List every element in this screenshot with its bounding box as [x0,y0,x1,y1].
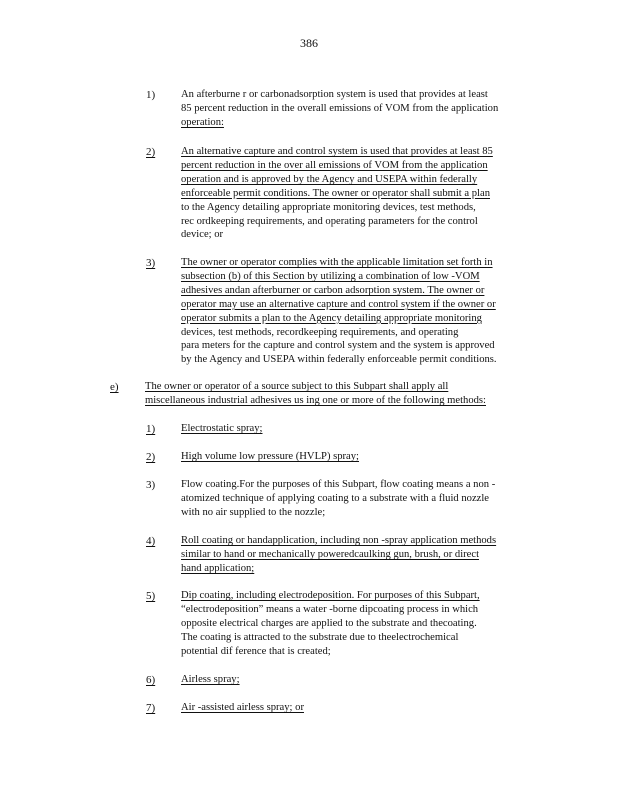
text-line: with no air supplied to the nozzle; [181,506,326,518]
text-line: subsection (b) of this Section by utilizing a combination of low -VOM [181,270,480,282]
item-number: 7) [146,702,156,714]
text-line: operation and is approved by the Agency and USEPA within federally [181,173,478,185]
text-line: adhesives andan afterburner or carbon adsorption system. The owner or [181,284,485,296]
item-text [181,534,496,576]
text-line: rec ordkeeping requirements, and operating parameters for the control [181,215,478,227]
text-line: similar to hand or mechanically poweredcaulking gun, brush, or direct [181,548,480,560]
item-text [181,256,497,367]
item-text [181,422,262,436]
text-line: miscellaneous industrial adhesives us ing one or more of the following methods: [145,394,486,406]
text-line: The owner or operator of a source subject to this Subpart shall apply all [145,381,449,392]
item-text [145,380,486,408]
text-line: An afterburne r or carbonadsorption system is used that provides at least [181,89,488,100]
item-text [181,88,498,130]
text-line: enforceable permit conditions. The owner or operator shall submit a plan [181,187,490,199]
item-text [181,701,304,715]
text-line: operation: [181,116,224,128]
item-number: 6) [146,674,156,686]
text-line: Dip coating, including electrodeposition. For purposes of this Subpart, [181,590,480,601]
page-number: 386 [300,36,318,50]
text-line: Flow coating.For the purposes of this Subpart, flow coating means a non - [181,479,496,490]
text-line: operator submits a plan to the Agency detailing appropriate monitoring [181,312,482,324]
text-line: opposite electrical charges are applied to the substrate and thecoating. [181,617,477,629]
item-text [181,450,359,464]
text-line: Roll coating or handapplication, including non -spray application methods [181,535,497,546]
item-number: 1) [146,89,156,101]
text-line: High volume low pressure (HVLP) spray; [181,451,360,462]
text-line: Electrostatic spray; [181,423,263,434]
item-number: 3) [146,479,156,491]
item-number: 2) [146,451,156,463]
item-text [181,589,480,659]
item-number: 2) [146,146,156,158]
text-line: percent reduction in the over all emissions of VOM from the application [181,159,488,171]
text-line: Airless spray; [181,674,240,685]
item-number: 5) [146,590,156,602]
item-number: 4) [146,535,156,547]
text-line: “electrodeposition” means a water -borne dipcoating process in which [181,603,479,615]
text-line: device; or [181,229,224,241]
text-line: by the Agency and USEPA within federally enforceable permit conditions. [181,354,497,366]
text-line: The owner or operator complies with the applicable limitation set forth in [181,257,493,268]
text-line: atomized technique of applying coating to a substrate with a fluid nozzle [181,492,490,504]
text-line: operator may use an alternative capture and control system if the owner or [181,298,496,310]
item-number: 3) [146,257,156,269]
item-text [181,145,493,242]
text-line: para meters for the capture and control system and the system is approved [181,340,495,352]
text-line: to the Agency detailing appropriate monitoring devices, test methods, [181,201,476,213]
item-text [181,673,240,687]
item-text [181,478,495,520]
text-line: devices, test methods, recordkeeping requirements, and operating [181,326,459,338]
text-line: The coating is attracted to the substrate due to theelectrochemical [181,631,459,643]
item-number: 1) [146,423,156,435]
text-line: potential dif ference that is created; [181,645,331,657]
text-line: Air -assisted airless spray; or [181,702,304,713]
item-number: e) [110,381,119,393]
text-line: 85 percent reduction in the overall emissions of VOM from the application [181,102,499,114]
text-line: hand application; [181,562,255,574]
text-line: An alternative capture and control system is used that provides at least 85 [181,146,493,157]
